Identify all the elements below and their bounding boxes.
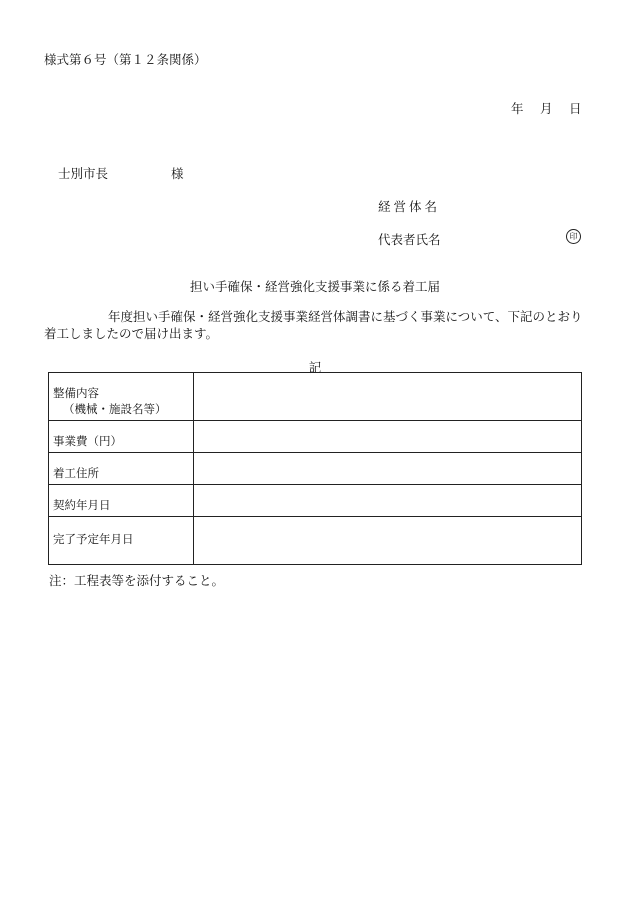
row-label-main: 整備内容 <box>53 386 99 400</box>
body-text: 年度担い手確保・経営強化支援事業経営体調書に基づく事業について、下記のとおり着工しましたので届け出ます。 <box>44 309 583 341</box>
row-label-sub: （機械・施設名等） <box>63 402 167 416</box>
representative-label: 代表者氏名 <box>378 232 441 247</box>
document-title: 担い手確保・経営強化支援事業に係る着工届 <box>189 279 440 294</box>
seal-mark: 印 <box>566 229 581 244</box>
row-value-field[interactable] <box>194 453 582 485</box>
ki-heading: 記 <box>308 360 322 375</box>
table-row <box>49 421 582 453</box>
organization-label: 経営体名 <box>378 199 441 214</box>
row-value-field[interactable] <box>194 421 582 453</box>
table-row <box>49 517 582 565</box>
table-row <box>49 485 582 517</box>
row-value-field[interactable] <box>194 485 582 517</box>
row-value-field[interactable] <box>194 373 582 421</box>
row-value-field[interactable] <box>194 517 582 565</box>
footnote: 注：工程表等を添付すること。 <box>49 573 225 588</box>
table-row <box>49 453 582 485</box>
table-row <box>49 373 582 421</box>
row-label <box>49 373 194 421</box>
row-label: 完了予定年月日 <box>49 517 194 565</box>
row-label: 契約年月日 <box>49 485 194 517</box>
honorific: 様 <box>171 166 184 181</box>
form-number: 様式第６号（第１２条関係） <box>44 52 207 67</box>
date-line: 年 月 日 <box>511 101 582 116</box>
items-table <box>48 372 582 565</box>
addressee: 士別市長 <box>58 166 109 181</box>
row-label: 事業費（円） <box>49 421 194 453</box>
row-label: 着工住所 <box>49 453 194 485</box>
